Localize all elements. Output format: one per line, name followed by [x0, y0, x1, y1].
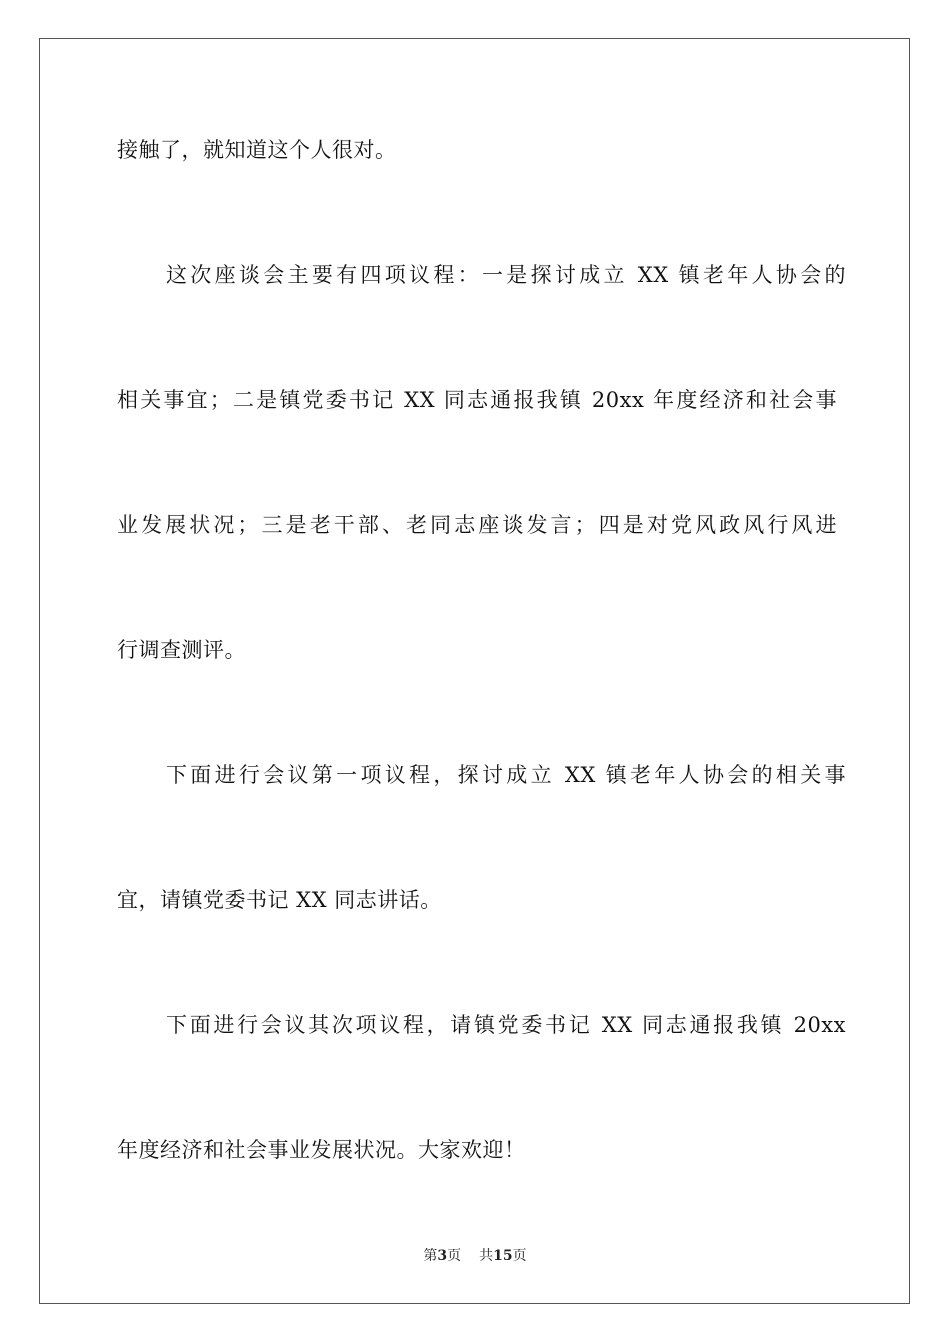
page-prefix: 第 — [423, 1248, 438, 1264]
page-number: 3 — [437, 1248, 448, 1264]
page-border — [39, 38, 910, 1304]
total-pages: 15 — [493, 1248, 513, 1264]
text-line-6: 下面进行会议第一项议程，探讨成立 XX 镇老年人协会的相关事 — [166, 763, 846, 787]
total-suffix: 页 — [512, 1248, 527, 1264]
text-line-4: 业发展状况；三是老干部、老同志座谈发言；四是对党风政风行风进 — [117, 513, 837, 537]
total-prefix: 共 — [479, 1248, 494, 1264]
page-suffix: 页 — [447, 1248, 462, 1264]
text-line-2: 这次座谈会主要有四项议程：一是探讨成立 XX 镇老年人协会的 — [166, 263, 846, 287]
text-line-9: 年度经济和社会事业发展状况。大家欢迎！ — [117, 1138, 526, 1162]
text-line-3: 相关事宜；二是镇党委书记 XX 同志通报我镇 20xx 年度经济和社会事 — [117, 388, 837, 412]
text-line-5: 行调查测评。 — [117, 638, 246, 662]
page-footer — [0, 1246, 950, 1266]
text-line-1: 接触了，就知道这个人很对。 — [117, 138, 397, 162]
text-line-7: 宜，请镇党委书记 XX 同志讲话。 — [117, 888, 442, 912]
text-line-8: 下面进行会议其次项议程，请镇党委书记 XX 同志通报我镇 20xx — [166, 1013, 846, 1037]
